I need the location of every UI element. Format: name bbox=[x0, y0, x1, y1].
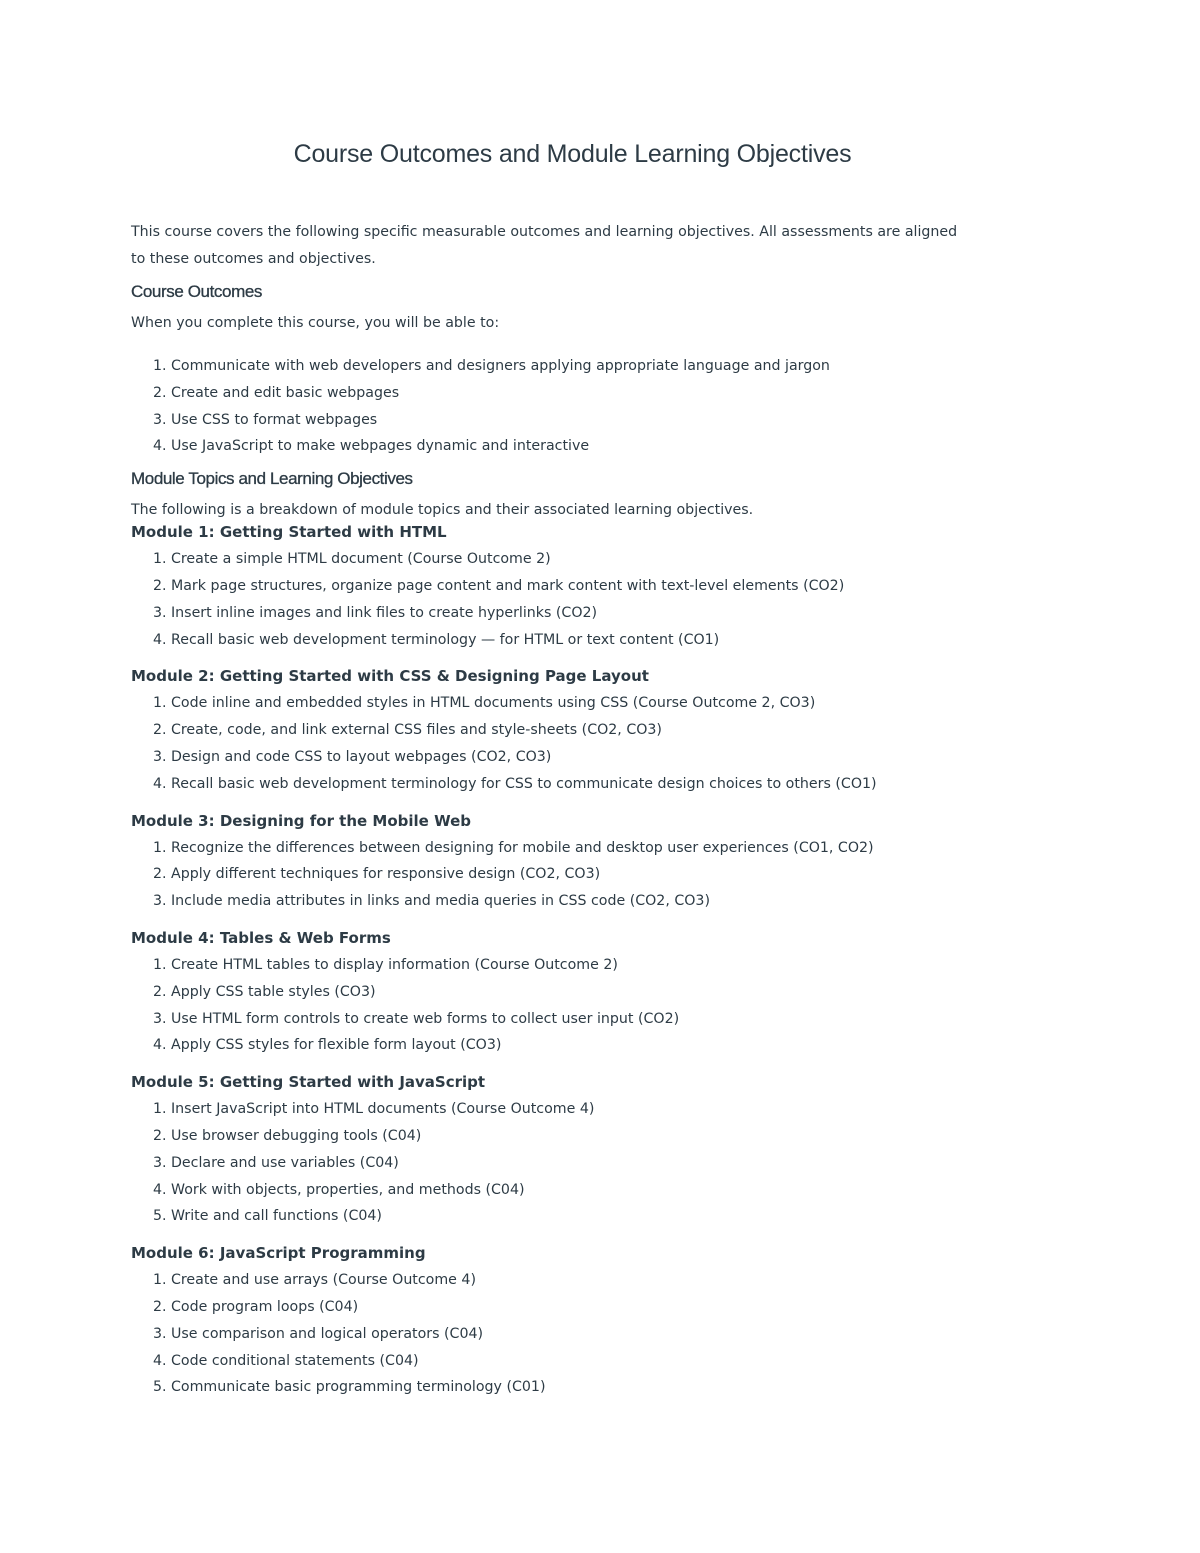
list-item: 1. Recognize the differences between designing for mobile and desktop user experiences (CO1, CO2) bbox=[171, 835, 961, 862]
module-objectives-list bbox=[131, 952, 961, 1059]
module-objectives-list bbox=[131, 1267, 961, 1401]
list-item: 1. Create a simple HTML document (Course Outcome 2) bbox=[171, 546, 961, 573]
list-item: 1. Create HTML tables to display information (Course Outcome 2) bbox=[171, 952, 961, 979]
list-item: 3. Design and code CSS to layout webpages (CO2, CO3) bbox=[171, 744, 961, 771]
course-outcomes-lead: When you complete this course, you will be able to: bbox=[131, 315, 500, 331]
list-item: 2. Code program loops (C04) bbox=[171, 1294, 961, 1321]
module-topics-heading: Module Topics and Learning Objectives bbox=[131, 469, 413, 489]
list-item: 1. Communicate with web developers and designers applying appropriate language and jargon bbox=[171, 353, 961, 380]
list-item: 1. Code inline and embedded styles in HTML documents using CSS (Course Outcome 2, CO3) bbox=[171, 690, 961, 717]
module-section bbox=[131, 521, 961, 653]
list-item: 4. Recall basic web development terminology — for HTML or text content (CO1) bbox=[171, 627, 961, 654]
list-item: 4. Apply CSS styles for flexible form layout (CO3) bbox=[171, 1032, 961, 1059]
list-item: 2. Create and edit basic webpages bbox=[171, 380, 961, 407]
module-objectives-list bbox=[131, 690, 961, 797]
list-item: 3. Use CSS to format webpages bbox=[171, 407, 961, 434]
list-item: 5. Write and call functions (C04) bbox=[171, 1203, 961, 1230]
list-item: 3. Use HTML form controls to create web forms to collect user input (CO2) bbox=[171, 1006, 961, 1033]
document-body bbox=[131, 219, 961, 1401]
module-title: Module 5: Getting Started with JavaScript bbox=[131, 1073, 486, 1092]
course-outcomes-list bbox=[131, 353, 961, 460]
list-item: 5. Communicate basic programming terminology (C01) bbox=[171, 1374, 961, 1401]
module-objectives-list bbox=[131, 1096, 961, 1230]
list-item: 1. Insert JavaScript into HTML documents (Course Outcome 4) bbox=[171, 1096, 961, 1123]
module-section bbox=[131, 665, 961, 797]
module-title: Module 2: Getting Started with CSS & Designing Page Layout bbox=[131, 667, 649, 686]
list-item: 4. Use JavaScript to make webpages dynamic and interactive bbox=[171, 433, 961, 460]
list-item: 2. Apply different techniques for responsive design (CO2, CO3) bbox=[171, 861, 961, 888]
module-title: Module 4: Tables & Web Forms bbox=[131, 928, 391, 947]
module-section bbox=[131, 927, 961, 1059]
list-item: 1. Create and use arrays (Course Outcome 4) bbox=[171, 1267, 961, 1294]
page-title: Course Outcomes and Module Learning Objectives bbox=[293, 140, 852, 168]
intro-paragraph: This course covers the following specific measurable outcomes and learning objectives. All assessments are aligned to these outcomes and objectives. bbox=[131, 224, 958, 267]
list-item: 2. Mark page structures, organize page content and mark content with text-level elements (CO2) bbox=[171, 573, 961, 600]
module-section bbox=[131, 1071, 961, 1230]
list-item: 3. Insert inline images and link files to create hyperlinks (CO2) bbox=[171, 600, 961, 627]
module-section bbox=[131, 810, 961, 915]
course-outcomes-heading: Course Outcomes bbox=[131, 282, 262, 301]
list-item: 3. Include media attributes in links and media queries in CSS code (CO2, CO3) bbox=[171, 888, 961, 915]
list-item: 2. Apply CSS table styles (CO3) bbox=[171, 979, 961, 1006]
module-title: Module 6: JavaScript Programming bbox=[131, 1244, 426, 1263]
module-section bbox=[131, 1242, 961, 1401]
modules-container bbox=[131, 521, 961, 1401]
module-title: Module 1: Getting Started with HTML bbox=[131, 523, 447, 542]
list-item: 4. Work with objects, properties, and methods (C04) bbox=[171, 1177, 961, 1204]
list-item: 3. Declare and use variables (C04) bbox=[171, 1150, 961, 1177]
module-topics-lead: The following is a breakdown of module topics and their associated learning objectives. bbox=[131, 502, 754, 519]
module-title: Module 3: Designing for the Mobile Web bbox=[131, 811, 471, 830]
module-objectives-list bbox=[131, 835, 961, 915]
list-item: 4. Recall basic web development terminology for CSS to communicate design choices to others (CO1) bbox=[171, 771, 961, 798]
list-item: 2. Create, code, and link external CSS files and style-sheets (CO2, CO3) bbox=[171, 717, 961, 744]
list-item: 3. Use comparison and logical operators (C04) bbox=[171, 1321, 961, 1348]
module-objectives-list bbox=[131, 546, 961, 653]
list-item: 4. Code conditional statements (C04) bbox=[171, 1348, 961, 1375]
list-item: 2. Use browser debugging tools (C04) bbox=[171, 1123, 961, 1150]
